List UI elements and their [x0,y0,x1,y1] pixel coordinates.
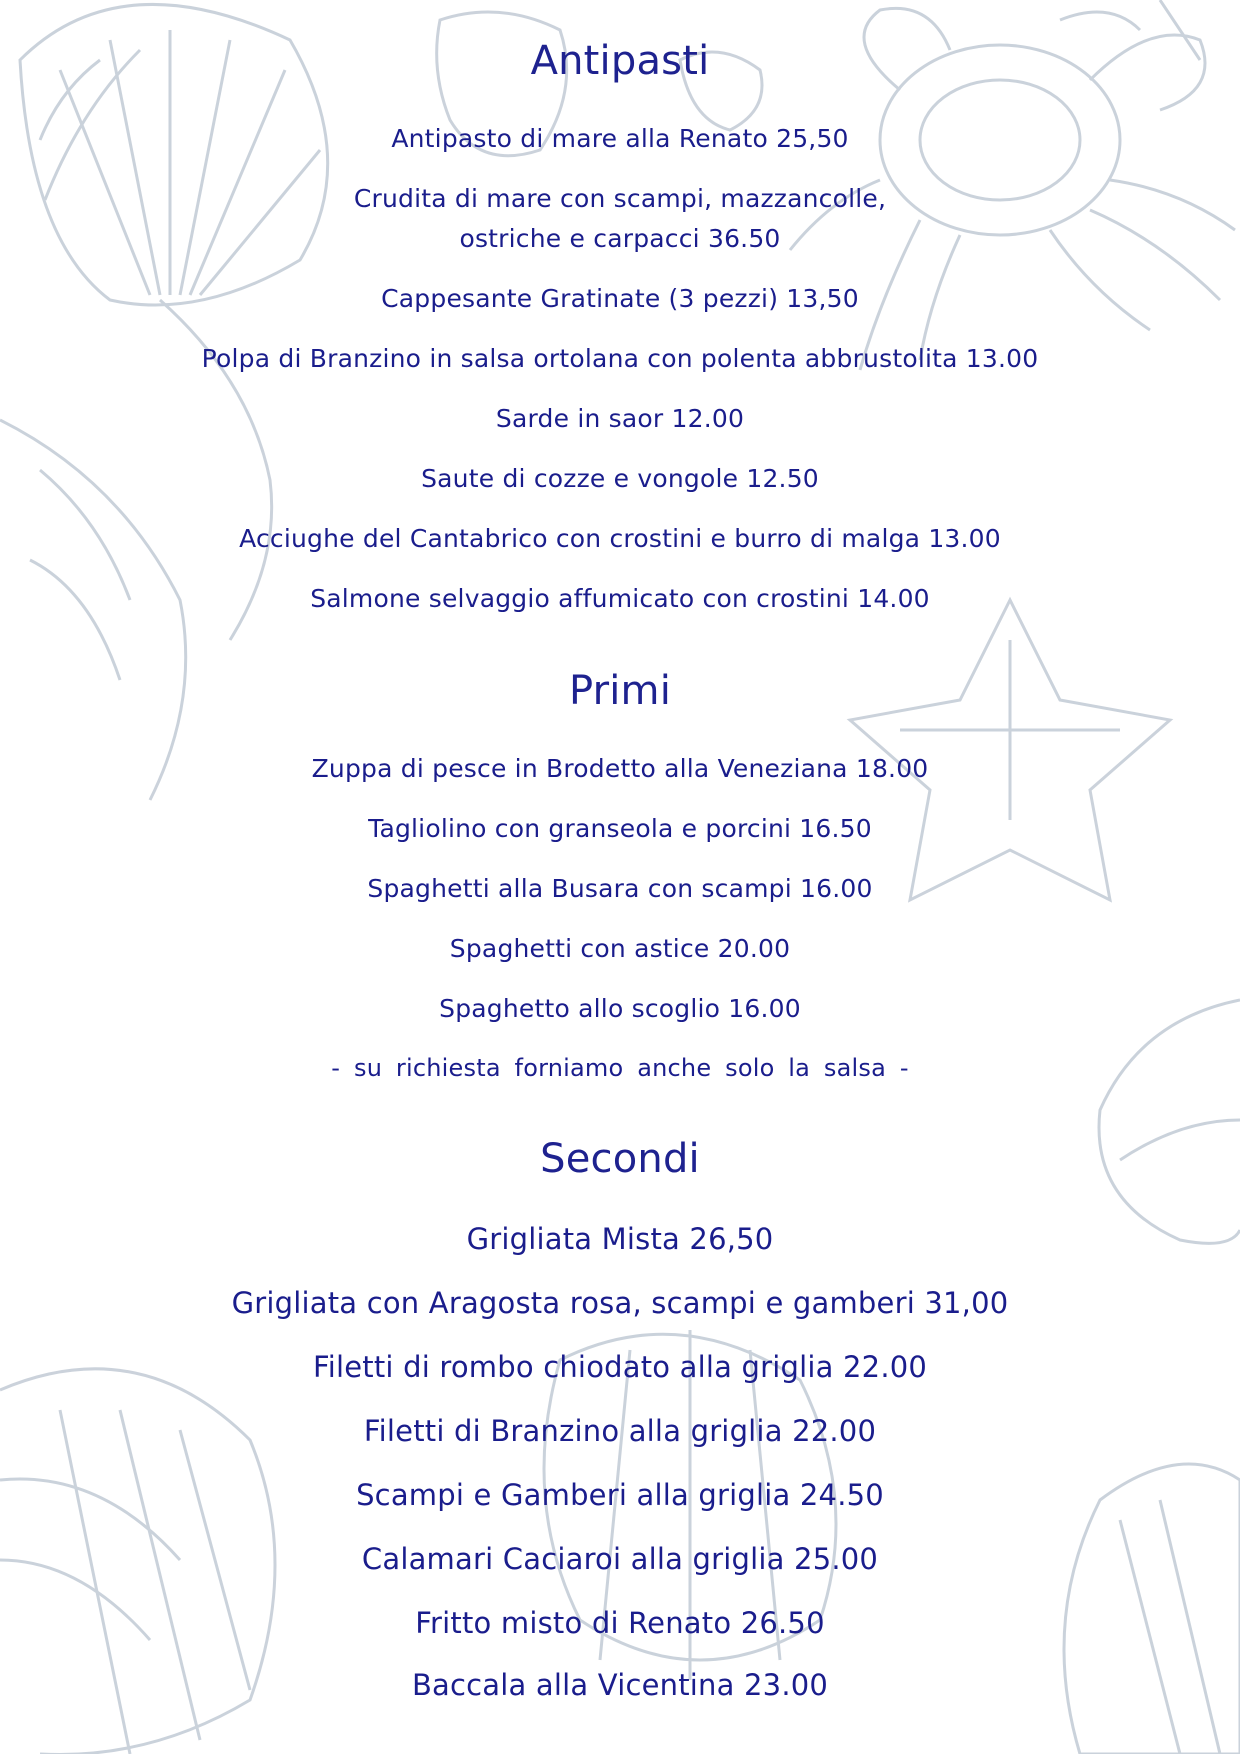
menu-item: Grigliata con Aragosta rosa, scampi e gamberi 31,00 [231,1286,1009,1320]
menu-item: Scampi e Gamberi alla griglia 24.50 [356,1478,884,1512]
starfish-icon [850,600,1170,900]
menu-item: Crudita di mare con scampi, mazzancolle, [353,184,887,213]
menu-item: Spaghetti alla Busara con scampi 16.00 [367,874,873,903]
menu-item: Saute di cozze e vongole 12.50 [421,464,819,493]
menu-item: Grigliata Mista 26,50 [466,1222,774,1256]
menu-item: Salmone selvaggio affumicato con crostini 14.00 [310,584,930,613]
menu-item: Zuppa di pesce in Brodetto alla Veneziana 18.00 [311,754,929,783]
menu-item: ostriche e carpacci 36.50 [459,224,781,253]
menu-item: Acciughe del Cantabrico con crostini e burro di malga 13.00 [239,524,1001,553]
menu-item: Fritto misto di Renato 26.50 [415,1606,825,1640]
menu-item: Filetti di rombo chiodato alla griglia 22.00 [312,1350,928,1384]
menu-item: Calamari Caciaroi alla griglia 25.00 [361,1542,879,1576]
section-heading-secondi: Secondi [540,1136,700,1182]
menu-item: Spaghetti con astice 20.00 [449,934,791,963]
menu-item: Tagliolino con granseola e porcini 16.50 [368,814,872,843]
shell-icon [1099,1000,1240,1243]
menu-item: Baccala alla Vicentina 23.00 [411,1668,829,1702]
menu-item: Sarde in saor 12.00 [495,404,745,433]
menu-item: Cappesante Gratinate (3 pezzi) 13,50 [381,284,859,313]
section-heading-primi: Primi [568,668,672,714]
menu-item: Antipasto di mare alla Renato 25,50 [391,124,849,153]
menu-item: Filetti di Branzino alla griglia 22.00 [363,1414,877,1448]
menu-item: Spaghetto allo scoglio 16.00 [439,994,801,1023]
menu-item: Polpa di Branzino in salsa ortolana con polenta abbrustolita 13.00 [201,344,1039,373]
sauce-note: - su richiesta forniamo anche solo la salsa - [331,1054,909,1082]
section-heading-antipasti: Antipasti [530,38,710,84]
